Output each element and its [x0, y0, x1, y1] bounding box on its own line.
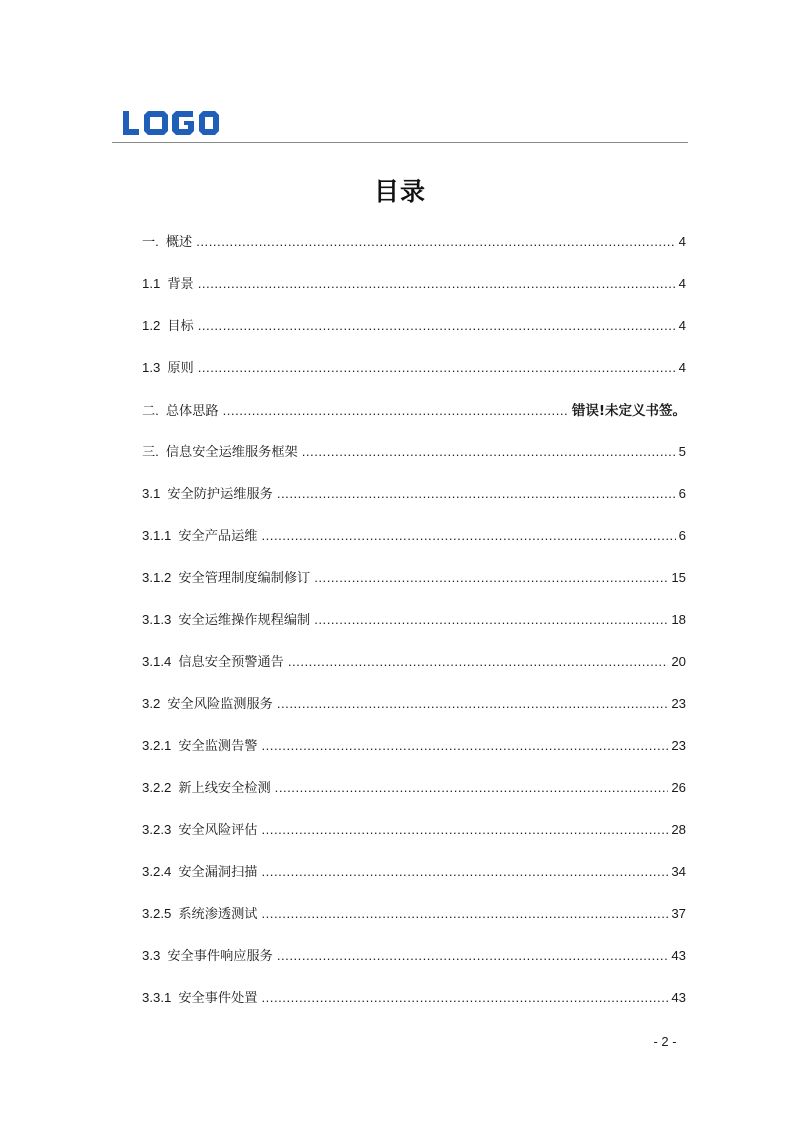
toc-leader-dots — [277, 948, 668, 963]
toc-entry-page: 6 — [678, 528, 686, 543]
toc-entry-title: 新上线安全检测 — [178, 781, 271, 796]
toc-entry[interactable] — [142, 693, 686, 735]
toc-leader-dots — [277, 486, 676, 501]
toc-leader-dots — [275, 780, 669, 795]
toc-entry-title: 安全事件响应服务 — [167, 949, 273, 964]
toc-entry[interactable] — [142, 987, 686, 1029]
toc-leader-dots — [261, 738, 668, 753]
toc-entry-number: 1.1 — [142, 276, 161, 291]
toc-entry[interactable] — [142, 903, 686, 945]
toc-entry-page: 23 — [671, 738, 686, 753]
toc-leader-dots — [277, 696, 668, 711]
table-of-contents — [142, 231, 686, 1029]
toc-leader-dots — [223, 403, 569, 418]
toc-entry[interactable] — [142, 315, 686, 357]
toc-entry[interactable] — [142, 567, 686, 609]
toc-entry-number: 3.2 — [142, 696, 161, 711]
toc-leader-dots — [261, 528, 675, 543]
toc-entry-number: 3.1.1 — [142, 528, 172, 543]
toc-entry-page: 18 — [671, 612, 686, 627]
toc-leader-dots — [196, 234, 675, 249]
toc-leader-dots — [314, 612, 668, 627]
toc-entry-title: 安全事件处置 — [178, 991, 258, 1006]
toc-entry-page: 4 — [678, 234, 686, 249]
toc-entry-page: 23 — [671, 696, 686, 711]
toc-leader-dots — [198, 276, 676, 291]
toc-entry-page: 26 — [671, 780, 686, 795]
toc-entry-number: 3.2.3 — [142, 822, 172, 837]
toc-entry[interactable] — [142, 399, 686, 441]
toc-entry-number: 3.2.1 — [142, 738, 172, 753]
toc-entry-title: 原则 — [167, 361, 194, 376]
toc-leader-dots — [198, 360, 676, 375]
toc-entry-page: 20 — [671, 654, 686, 669]
toc-entry[interactable] — [142, 525, 686, 567]
toc-leader-dots — [261, 990, 668, 1005]
toc-entry-number: 1.3 — [142, 360, 161, 375]
toc-entry-page: 37 — [671, 906, 686, 921]
toc-entry-title: 安全管理制度编制修订 — [178, 571, 311, 586]
toc-entry-number: 一. — [142, 234, 159, 249]
toc-entry[interactable] — [142, 483, 686, 525]
toc-title: 目录 — [373, 177, 426, 206]
toc-entry-page: 6 — [678, 486, 686, 501]
toc-entry-page: 43 — [671, 990, 686, 1005]
logo — [121, 108, 221, 138]
toc-entry-page: 28 — [671, 822, 686, 837]
toc-entry-page: 43 — [671, 948, 686, 963]
toc-entry[interactable] — [142, 861, 686, 903]
toc-entry-number: 3.1.4 — [142, 654, 172, 669]
toc-leader-dots — [302, 444, 676, 459]
toc-entry-page: 4 — [678, 276, 686, 291]
toc-entry-title: 系统渗透测试 — [178, 907, 258, 922]
toc-entry-title: 信息安全预警通告 — [178, 655, 284, 670]
toc-entry-number: 1.2 — [142, 318, 161, 333]
toc-entry-number: 3.1.2 — [142, 570, 172, 585]
toc-entry[interactable] — [142, 609, 686, 651]
toc-entry-title: 信息安全运维服务框架 — [165, 445, 298, 460]
toc-leader-dots — [261, 822, 668, 837]
toc-entry-title: 安全漏洞扫描 — [178, 865, 258, 880]
toc-entry-title: 目标 — [167, 319, 194, 334]
toc-entry-number: 3.1 — [142, 486, 161, 501]
toc-leader-dots — [198, 318, 676, 333]
toc-entry[interactable] — [142, 357, 686, 399]
toc-entry-number: 三. — [142, 444, 159, 459]
page-number: - 2 - — [653, 1034, 677, 1049]
toc-leader-dots — [261, 906, 668, 921]
toc-leader-dots — [314, 570, 668, 585]
toc-entry-number: 3.3.1 — [142, 990, 172, 1005]
toc-entry[interactable] — [142, 945, 686, 987]
header-divider — [112, 142, 688, 143]
toc-entry-number: 二. — [142, 403, 159, 418]
toc-entry[interactable] — [142, 819, 686, 861]
toc-entry[interactable] — [142, 735, 686, 777]
toc-entry-title: 安全监测告警 — [178, 739, 258, 754]
toc-entry-title: 总体思路 — [165, 404, 219, 419]
toc-entry-title: 安全防护运维服务 — [167, 487, 273, 502]
toc-entry[interactable] — [142, 273, 686, 315]
toc-entry-title: 安全风险监测服务 — [167, 697, 273, 712]
toc-entry-number: 3.2.4 — [142, 864, 172, 879]
toc-entry[interactable] — [142, 441, 686, 483]
toc-entry-page: 5 — [678, 444, 686, 459]
toc-leader-dots — [261, 864, 668, 879]
toc-entry-number: 3.2.5 — [142, 906, 172, 921]
toc-entry-title: 安全风险评估 — [178, 823, 258, 838]
toc-entry-number: 3.3 — [142, 948, 161, 963]
toc-entry-page: 4 — [678, 318, 686, 333]
toc-entry[interactable] — [142, 651, 686, 693]
toc-entry-page: 错误!未定义书签。 — [571, 403, 686, 419]
toc-entry-number: 3.2.2 — [142, 780, 172, 795]
toc-entry-page: 34 — [671, 864, 686, 879]
toc-entry-page: 4 — [678, 360, 686, 375]
toc-entry[interactable] — [142, 231, 686, 273]
toc-entry-title: 背景 — [167, 277, 194, 292]
toc-entry-title: 安全运维操作规程编制 — [178, 613, 311, 628]
toc-entry-title: 安全产品运维 — [178, 529, 258, 544]
toc-entry-page: 15 — [671, 570, 686, 585]
toc-entry-title: 概述 — [165, 235, 193, 250]
toc-entry[interactable] — [142, 777, 686, 819]
toc-entry-number: 3.1.3 — [142, 612, 172, 627]
toc-leader-dots — [288, 654, 668, 669]
